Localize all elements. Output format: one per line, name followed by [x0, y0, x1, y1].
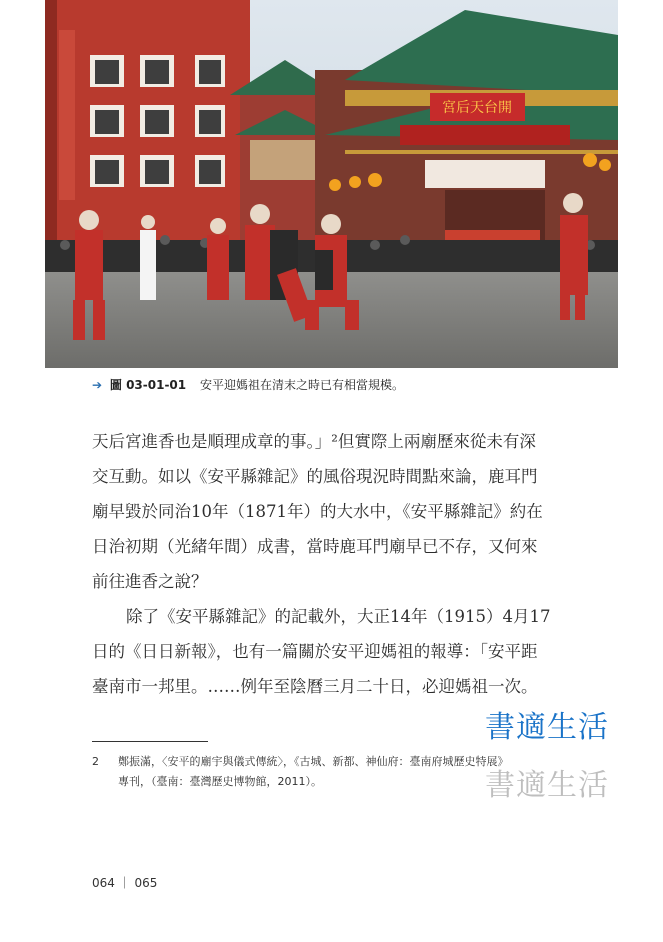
body-line: 除了《安平縣雜記》的記載外，大正14年（1915）4月17 [126, 607, 551, 626]
temple-sign-text: 宮后天台開 [442, 100, 512, 116]
figure-caption-text: 安平迎媽祖在清末之時已有相當規模。 [199, 378, 404, 392]
body-line: 交互動。如以《安平縣雜記》的風俗現況時間點來論，鹿耳門 [92, 467, 538, 486]
festival-photo-illustration [45, 0, 618, 368]
figure-number: 圖 03-01-01 [109, 378, 187, 392]
footnote-line: 鄭振滿，〈安平的廟宇與儀式傳統〉，《古城、新都、神仙府：臺南府城歷史特展》 [118, 755, 509, 768]
footnote-divider [92, 741, 208, 742]
figure-caption [92, 376, 404, 393]
body-line: 前往進香之說？ [92, 572, 208, 591]
page-numbers: 064 ｜ 065 [92, 876, 158, 890]
body-line: 臺南市一邦里。……例年至陰曆三月二十日，必迎媽祖一次。 [92, 677, 538, 696]
watermark-gray: 書適生活 [485, 768, 609, 803]
festival-photo [45, 0, 618, 368]
footnote-number: 2 [92, 755, 99, 768]
body-line: 廟早毀於同治10年（1871年）的大水中，《安平縣雜記》約在 [92, 502, 543, 521]
body-text [92, 424, 582, 704]
footnote [92, 752, 509, 792]
footnote-line: 專刊，（臺南：臺灣歷史博物館，2011）。 [118, 775, 322, 788]
watermark-blue: 書適生活 [485, 710, 609, 745]
body-line: 日治初期（光緒年間）成書，當時鹿耳門廟早已不存，又何來 [92, 537, 538, 556]
arrow-right-icon: ➔ [92, 378, 103, 392]
body-line: 日的《日日新報》，也有一篇關於安平迎媽祖的報導：「安平距 [92, 642, 538, 661]
body-line: 天后宮進香也是順理成章的事。」²但實際上兩廟歷來從未有深 [92, 432, 536, 451]
